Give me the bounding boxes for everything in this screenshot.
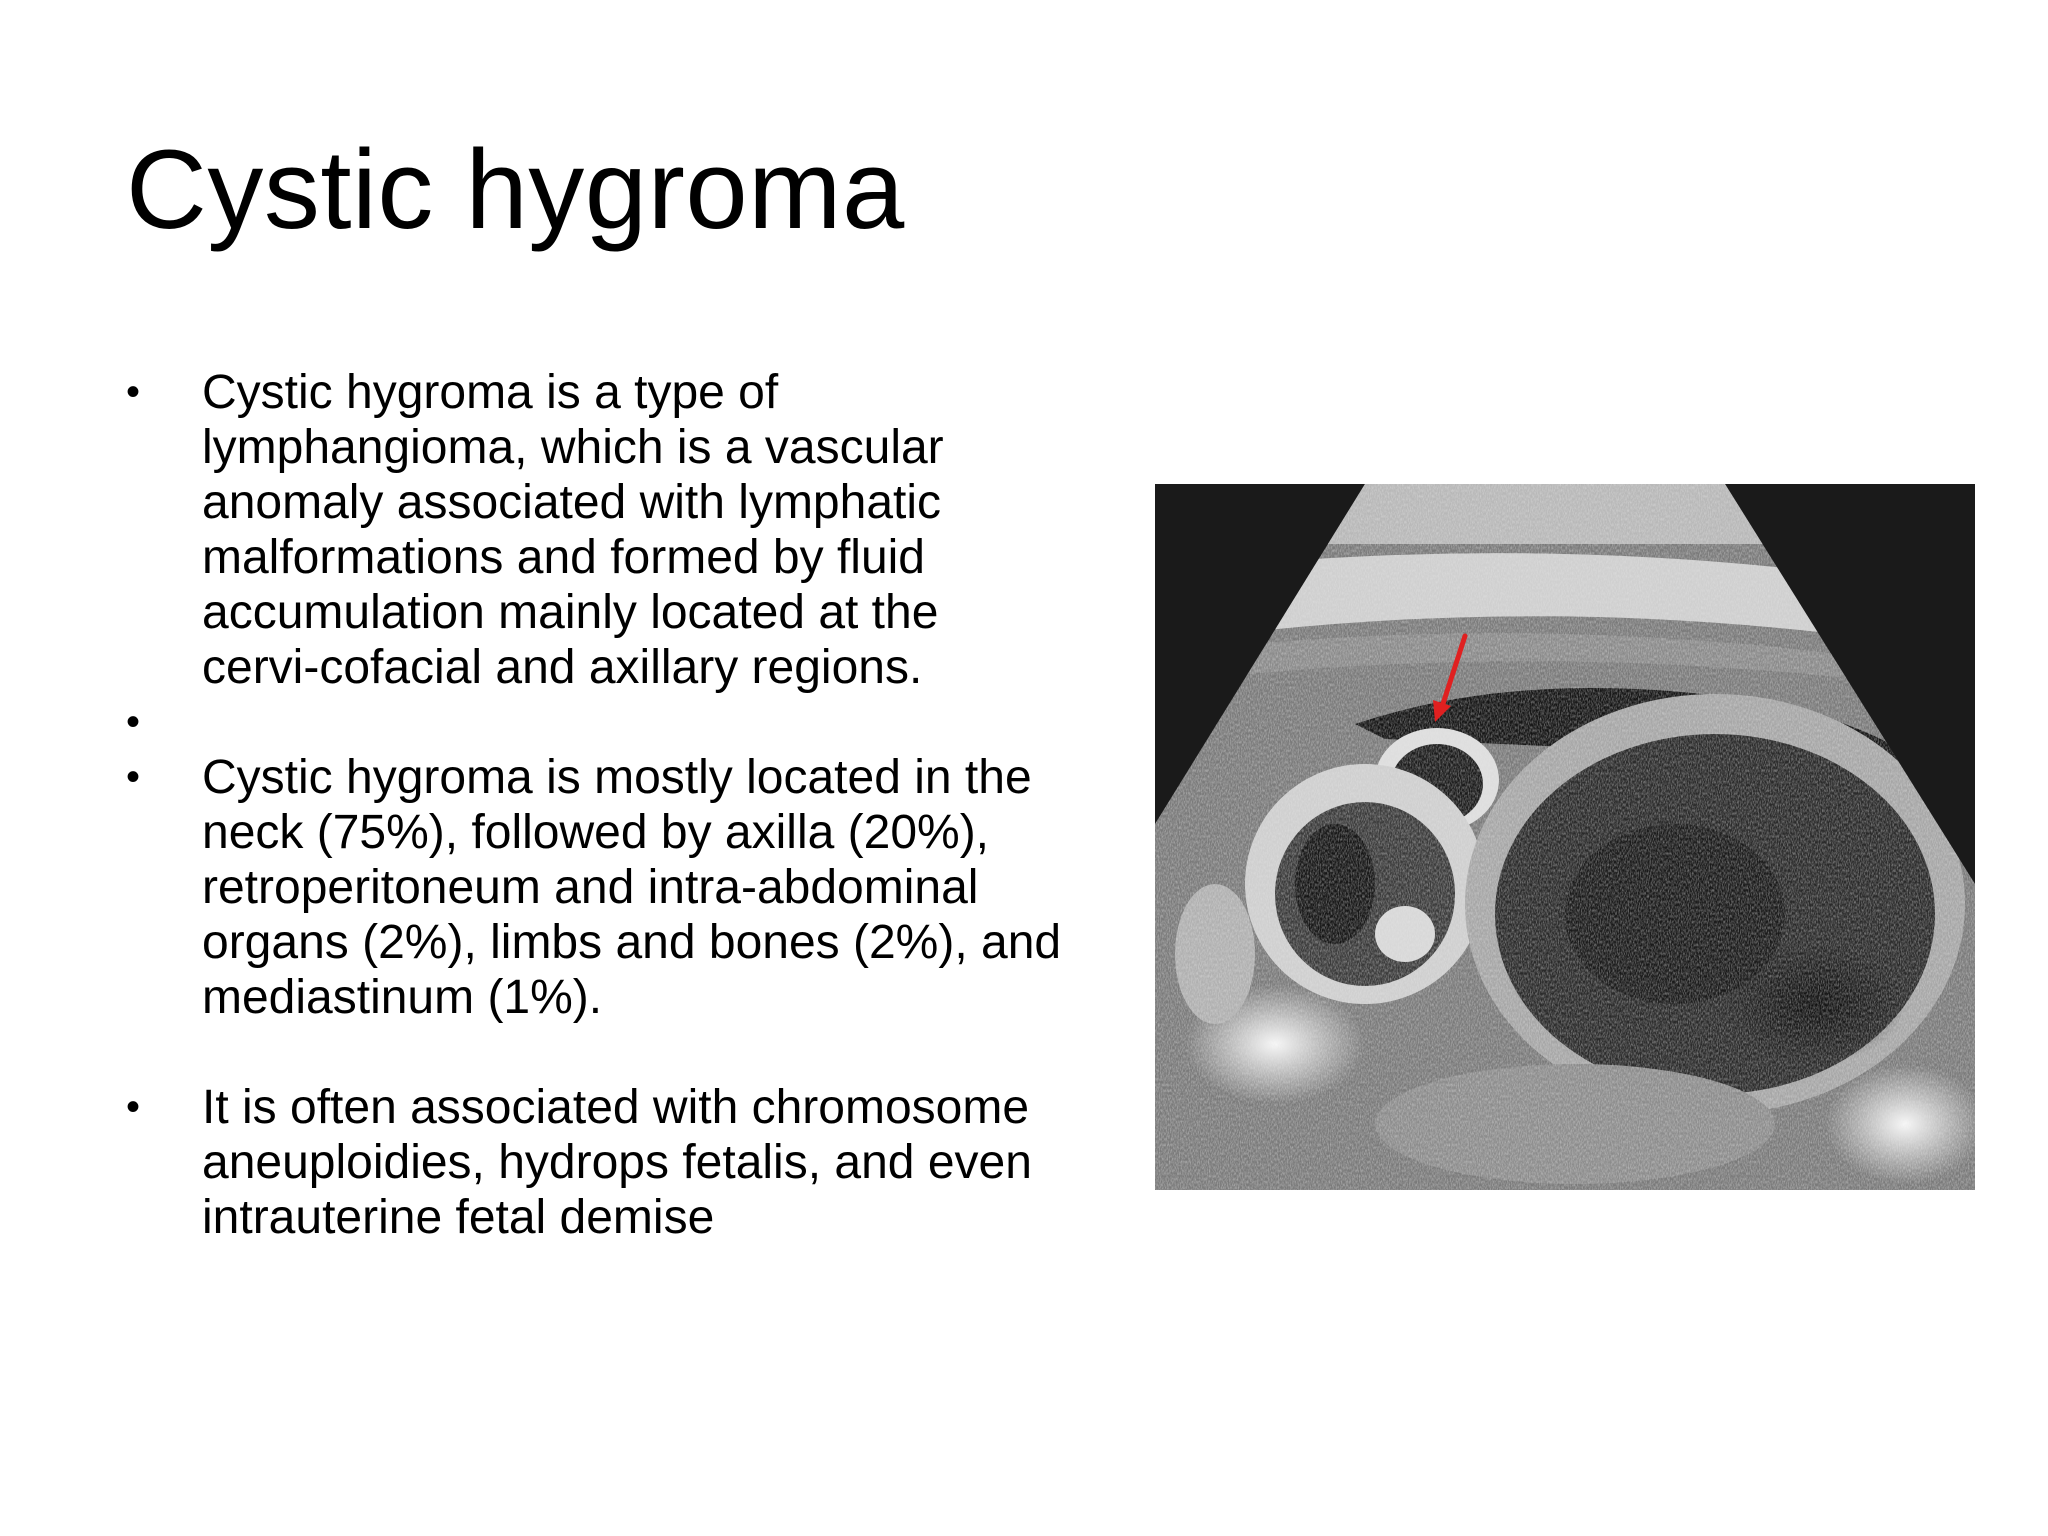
- bullet-item-definition: [126, 365, 1126, 695]
- bullet-marker: •: [126, 700, 141, 744]
- bullet-text: Cystic hygroma is a type of lymphangioma, which is a vascular anomaly associated with lymphatic malformations and formed by fluid accumulation mainly located at the cervi-cofacial and axillary regions.: [202, 366, 944, 694]
- bullet-item-location: [126, 750, 1126, 1025]
- bullet-item-empty: [126, 695, 1126, 750]
- bullet-marker: •: [126, 755, 141, 799]
- ultrasound-image-icon: [1155, 484, 1975, 1190]
- bullet-marker: •: [126, 1085, 141, 1129]
- bullet-text: Cystic hygroma is mostly located in the neck (75%), followed by axilla (20%), retroperitoneum and intra-abdominal organs (2%), limbs and bones (2%), and mediastinum (1%).: [202, 751, 1062, 1024]
- bullet-item-associations: [126, 1080, 1126, 1245]
- slide-title: Cystic hygroma: [126, 127, 905, 252]
- bullet-marker: •: [126, 370, 141, 414]
- ultrasound-image: [1155, 484, 1975, 1190]
- bullet-text: It is often associated with chromosome aneuploidies, hydrops fetalis, and even intrauterine fetal demise: [202, 1081, 1032, 1244]
- bullet-list: [126, 365, 1126, 1245]
